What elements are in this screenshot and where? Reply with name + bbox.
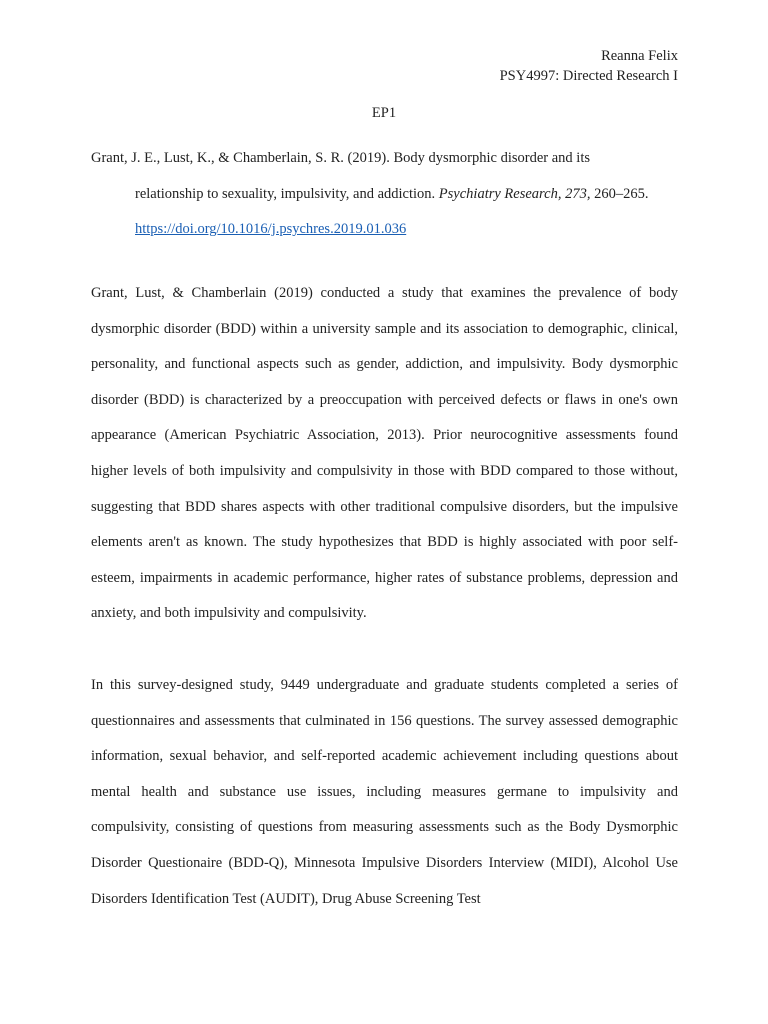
doi-link[interactable]: https://doi.org/10.1016/j.psychres.2019.01.036: [135, 221, 407, 237]
methods-paragraph: In this survey-designed study, 9449 undergraduate and graduate students completed a series of questionnaires and assessments that culminated in 156 questions. The survey assessed demographic information, sexual behavior, and self-reported academic achievement including questions about mental health and substance use issues, including measures germane to impulsivity and compulsivity, consisting of questions from measuring assessments such as the Body Dysmorphic Disorder Questionaire (BDD-Q), Minnesota Impulsive Disorders Interview (MIDI), Alcohol Use Disorders Identification Test (AUDIT), Drug Abuse Screening Test: [91, 677, 678, 907]
summary-paragraph: Grant, Lust, & Chamberlain (2019) conducted a study that examines the prevalence of body dysmorphic disorder (BDD) within a university sample and its association to demographic, clinical, personality, and functional aspects such as gender, addiction, and impulsivity. Body dysmorphic disorder (BDD) is characterized by a preoccupation with perceived defects or flaws in one's own appearance (American Psychiatric Association, 2013). Prior neurocognitive assessments found higher levels of both impulsivity and compulsivity in those with BDD compared to those without, suggesting that BDD shares aspects with other traditional compulsive disorders, but the impulsive elements aren't as known. The study hypothesizes that BDD is highly associated with poor self-esteem, impairments in academic performance, higher rates of substance problems, depression and anxiety, and both impulsivity and compulsivity.: [91, 285, 678, 622]
citation-pages: 260–265.: [590, 185, 649, 202]
citation-line-3: [91, 212, 678, 248]
page-header: [500, 46, 678, 86]
citation-line-1: Grant, J. E., Lust, K., & Chamberlain, S. R. (2019). Body dysmorphic disorder and its: [91, 150, 590, 166]
document-title: EP1: [371, 105, 397, 121]
course-name: PSY4997: Directed Research I: [499, 68, 678, 84]
citation-journal: Psychiatry Research, 273,: [438, 185, 591, 202]
citation-line-2: [91, 177, 678, 213]
citation-title-end: relationship to sexuality, impulsivity, and addiction.: [135, 185, 439, 202]
author-name: Reanna Felix: [601, 48, 678, 64]
reference-citation: [91, 141, 678, 248]
